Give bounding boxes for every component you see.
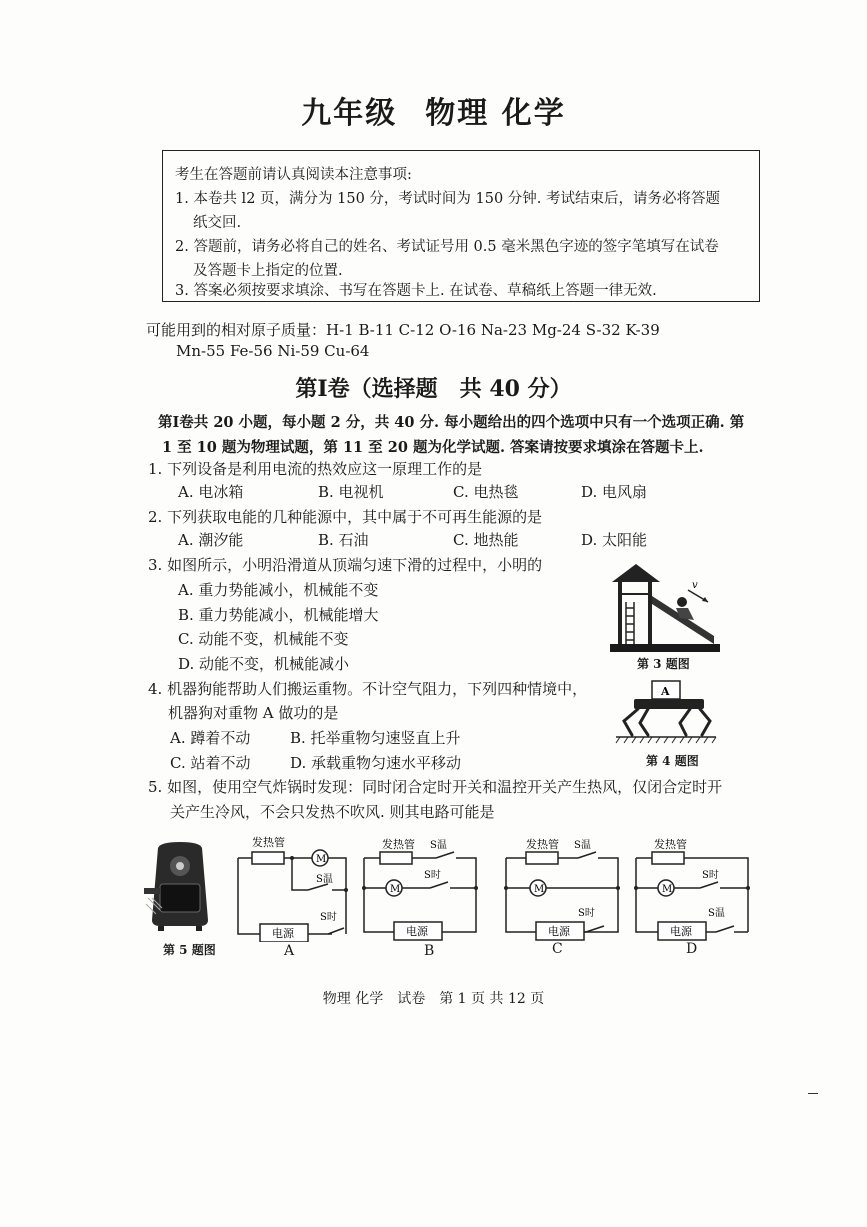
notice-item-3: 3. 答案必须按要求填涂、书写在答题卡上. 在试卷、草稿纸上答题一律无效.	[175, 283, 657, 299]
q4-stem-line1: 4. 机器狗能帮助人们搬运重物。不计空气阻力，下列四种情境中，	[148, 680, 588, 698]
air-fryer-figure	[140, 840, 220, 935]
q4-option-b: B. 托举重物匀速竖直上升	[290, 729, 461, 747]
circuit-d-s-temp: S温	[708, 908, 725, 919]
q3-caption: 第 3 题图	[637, 657, 690, 671]
notice-heading: 考生在答题前请认真阅读本注意事项:	[175, 167, 412, 183]
circuit-b-s-temp: S温	[430, 840, 447, 851]
q1-option-d: D. 电风扇	[581, 483, 648, 501]
edge-mark	[808, 1093, 818, 1094]
q3-option-a: A. 重力势能减小，机械能不变	[178, 581, 379, 599]
q1-option-c: C. 电热毯	[453, 483, 519, 501]
circuit-d-power: 电源	[670, 925, 692, 938]
circuit-d-heater: 发热管	[654, 838, 687, 851]
circuit-a-s-timer: S时	[320, 912, 337, 923]
circuit-d-label: D	[686, 941, 698, 957]
q1-option-b: B. 电视机	[318, 483, 384, 501]
velocity-label: v	[692, 580, 698, 591]
section-intro-line1: 第I卷共 20 小题，每小题 2 分，共 40 分. 每小题给出的四个选项中只有一个选项正确. 第	[158, 414, 745, 431]
q4-option-c: C. 站着不动	[170, 754, 251, 772]
circuit-b-heater: 发热管	[382, 838, 415, 851]
q3-option-b: B. 重力势能减小，机械能增大	[178, 606, 379, 624]
circuit-c-heater: 发热管	[526, 838, 559, 851]
atomic-masses-line1: 可能用到的相对原子质量：H-1 B-11 C-12 O-16 Na-23 Mg-24 S-32 K-39	[146, 321, 660, 339]
circuit-d-motor: M	[662, 884, 673, 895]
circuit-a-heater: 发热管	[252, 836, 285, 849]
block-a-label: A	[661, 685, 670, 698]
q4-stem-line2: 机器狗对重物 A 做功的是	[168, 704, 339, 722]
q2-option-d: D. 太阳能	[581, 531, 648, 549]
q5-stem-line2: 关产生冷风，不会只发热不吹风. 则其电路可能是	[170, 803, 495, 821]
notice-item-1-cont: 纸交回.	[193, 215, 242, 231]
atomic-masses-line2: Mn-55 Fe-56 Ni-59 Cu-64	[176, 342, 370, 360]
circuit-d	[630, 836, 754, 944]
q2-option-c: C. 地热能	[453, 531, 519, 549]
notice-item-2-cont: 及答题卡上指定的位置.	[193, 263, 343, 279]
q1-stem: 1. 下列设备是利用电流的热效应这一原理工作的是	[148, 460, 483, 478]
circuit-b-s-timer: S时	[424, 870, 441, 881]
circuit-c-power: 电源	[548, 925, 570, 938]
q4-option-d: D. 承载重物匀速水平移动	[290, 754, 462, 772]
robot-dog-figure	[612, 675, 720, 753]
circuit-d-s-timer: S时	[702, 870, 719, 881]
circuit-b-power: 电源	[406, 925, 428, 938]
circuit-a-power: 电源	[272, 927, 294, 940]
circuit-b-motor: M	[390, 884, 401, 895]
page-title	[0, 88, 867, 132]
circuit-c	[500, 836, 624, 944]
circuit-c-label: C	[552, 941, 563, 957]
notice-item-1: 1. 本卷共 l2 页，满分为 150 分，考试时间为 150 分钟. 考试结束后，请务必将答题	[175, 191, 721, 207]
section-intro-line2: 1 至 10 题为物理试题，第 11 至 20 题为化学试题. 答案请按要求填涂在答题卡上.	[162, 439, 704, 456]
section-title: 第I卷（选择题 共 40 分）	[295, 376, 572, 402]
notice-item-2: 2. 答题前，请务必将自己的姓名、考试证号用 0.5 毫米黑色字迹的签字笔填写在试卷	[175, 239, 719, 255]
circuit-b-label: B	[424, 943, 435, 959]
q3-option-d: D. 动能不变，机械能减小	[178, 655, 350, 673]
slide-figure	[610, 560, 720, 652]
title-subject: 物理 化学	[425, 96, 566, 131]
q2-stem: 2. 下列获取电能的几种能源中，其中属于不可再生能源的是	[148, 508, 543, 526]
circuit-c-s-timer: S时	[578, 908, 595, 919]
notice-box	[162, 150, 760, 302]
circuit-c-s-temp: S温	[574, 840, 591, 851]
q5-stem-line1: 5. 如图，使用空气炸锅时发现：同时闭合定时开关和温控开关产生热风，仅闭合定时开	[148, 778, 723, 796]
q2-option-a: A. 潮汐能	[178, 531, 244, 549]
q5-caption: 第 5 题图	[163, 943, 216, 957]
title-grade: 九年级	[301, 96, 398, 131]
circuit-a-label: A	[284, 943, 295, 959]
circuit-a	[232, 832, 354, 942]
page-footer: 物理 化学 试卷 第 1 页 共 12 页	[322, 991, 545, 1007]
q4-option-a: A. 蹲着不动	[170, 729, 251, 747]
circuit-c-motor: M	[534, 884, 545, 895]
q3-stem: 3. 如图所示，小明沿滑道从顶端匀速下滑的过程中，小明的	[148, 556, 543, 574]
circuit-a-s-temp: S温	[316, 874, 333, 885]
q1-option-a: A. 电冰箱	[178, 483, 244, 501]
q3-option-c: C. 动能不变，机械能不变	[178, 630, 349, 648]
circuit-a-motor: M	[316, 854, 327, 865]
q4-caption: 第 4 题图	[646, 754, 699, 768]
q2-option-b: B. 石油	[318, 531, 369, 549]
circuit-b	[358, 836, 482, 944]
